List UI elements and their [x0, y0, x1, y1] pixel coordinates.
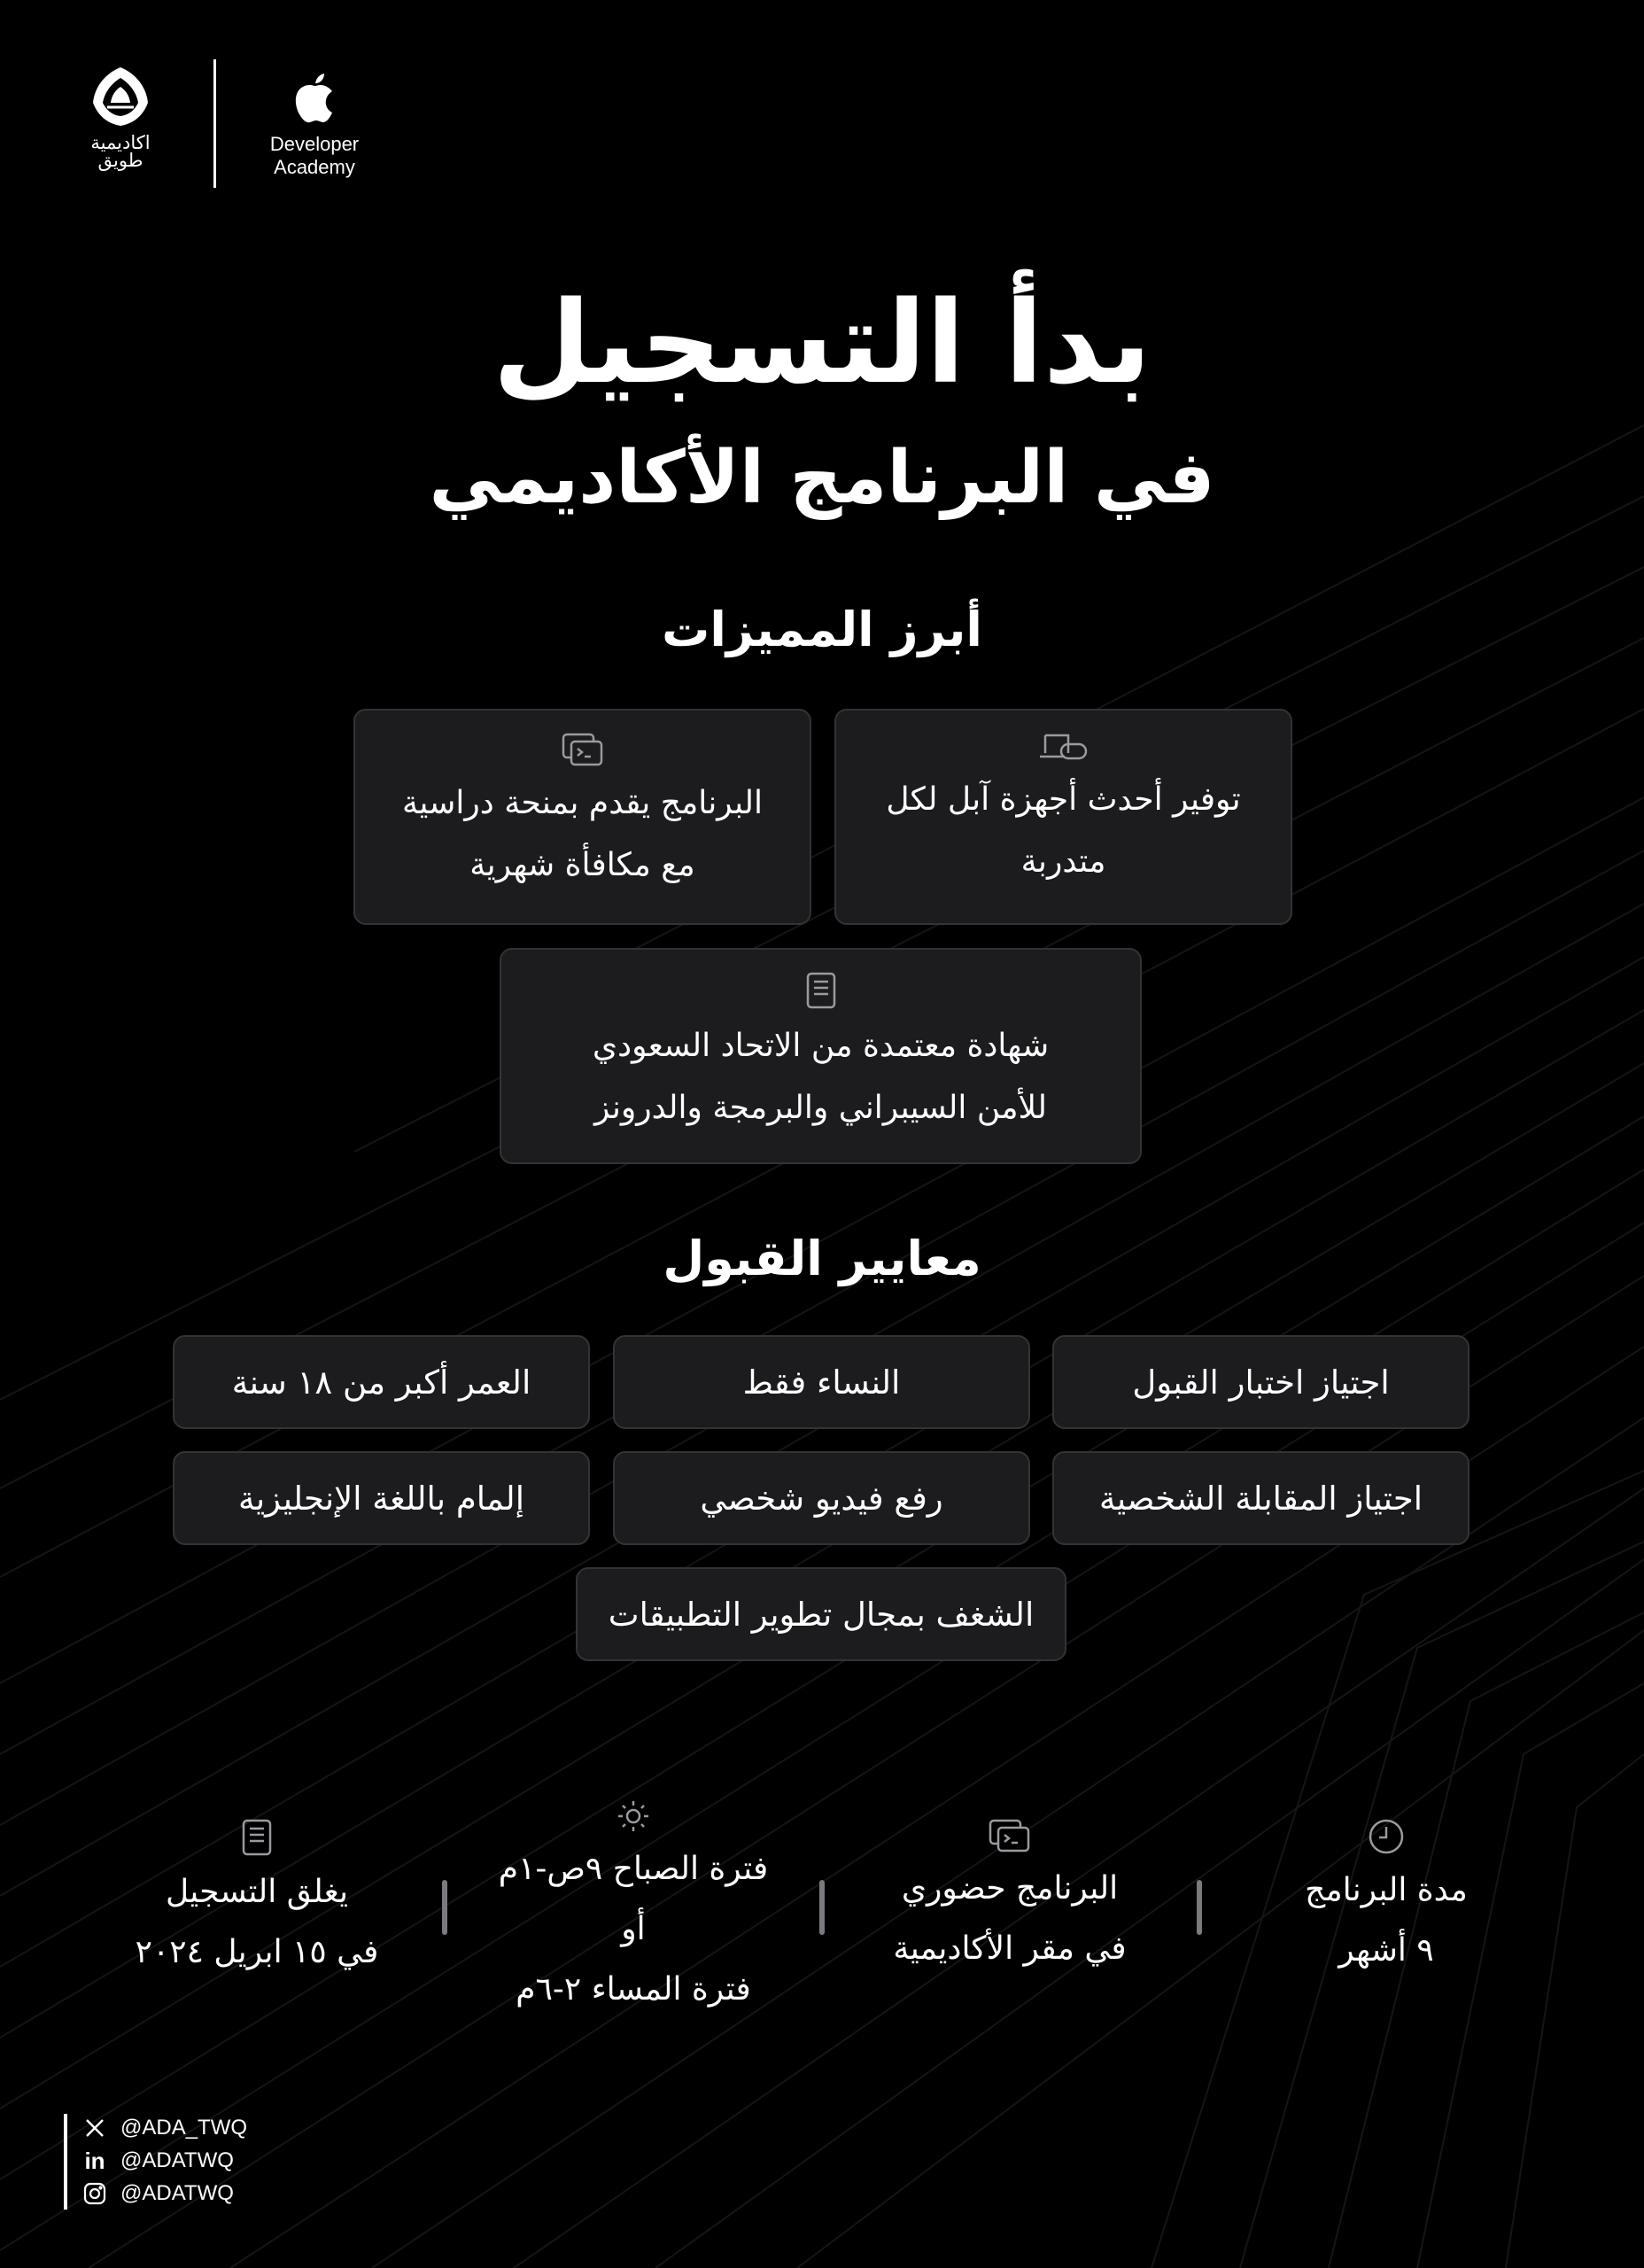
criteria-item: اجتياز اختبار القبول [1052, 1335, 1470, 1429]
info-text: مدة البرنامج [1305, 1872, 1468, 1908]
info-text: أو [621, 1911, 646, 1947]
social-linkedin[interactable] [81, 2148, 234, 2174]
criteria-heading: معايير القبول [663, 1231, 981, 1286]
tuwaiq-emblem-icon [88, 64, 153, 129]
feature-card-scholarship [353, 709, 811, 925]
feature-text: شهادة معتمدة من الاتحاد السعودي [592, 1028, 1050, 1064]
info-divider [819, 1880, 825, 1935]
laptop-vision-icon [1038, 732, 1090, 764]
social-divider [64, 2114, 67, 2210]
criteria-item: الشغف بمجال تطوير التطبيقات [576, 1567, 1066, 1661]
apple-developer-academy-logo [257, 73, 372, 179]
sun-icon [616, 1798, 651, 1834]
criteria-item: رفع فيديو شخصي [613, 1451, 1030, 1545]
info-divider [442, 1880, 447, 1935]
apple-logo-text-1: Developer [269, 133, 360, 155]
feature-text: متدربة [1020, 843, 1106, 880]
criteria-item: النساء فقط [613, 1335, 1030, 1429]
social-handle: @ADATWQ [120, 2148, 234, 2172]
instagram-icon [81, 2180, 108, 2207]
info-schedule [478, 1798, 788, 2020]
x-icon [81, 2115, 108, 2141]
clock-icon [1368, 1818, 1405, 1855]
info-deadline [115, 1818, 399, 1983]
social-handle: @ADA_TWQ [120, 2116, 248, 2140]
feature-text: مع مكافأة شهرية [469, 847, 695, 883]
tuwaiq-logo-text-1: اكاديمية [90, 132, 151, 153]
document-icon [241, 1818, 273, 1857]
info-text: يغلق التسجيل [165, 1874, 349, 1910]
criteria-item: إلمام باللغة الإنجليزية [173, 1451, 590, 1545]
info-text: البرنامج حضوري [901, 1870, 1119, 1907]
info-duration [1258, 1818, 1515, 1981]
tuwaiq-academy-logo [69, 64, 172, 170]
info-text: في ١٥ ابريل ٢٠٢٤ [135, 1934, 379, 1970]
criteria-item: اجتياز المقابلة الشخصية [1052, 1451, 1470, 1545]
document-icon [805, 971, 837, 1010]
feature-card-devices [834, 709, 1292, 925]
social-handle: @ADATWQ [120, 2181, 234, 2205]
feature-card-certificate [500, 948, 1142, 1164]
social-instagram[interactable] [81, 2180, 234, 2207]
terminal-windows-icon [561, 732, 605, 767]
criteria-item: العمر أكبر من ١٨ سنة [173, 1335, 590, 1429]
tuwaiq-logo-text-2: طويق [97, 150, 143, 171]
feature-text: البرنامج يقدم بمنحة دراسية [402, 785, 763, 821]
info-attendance [868, 1818, 1152, 1979]
feature-text: توفير أحدث أجهزة آبل لكل [886, 781, 1241, 818]
terminal-windows-icon [988, 1818, 1032, 1853]
info-text: فترة الصباح ٩ص-١م [498, 1851, 769, 1887]
social-x[interactable] [81, 2115, 247, 2141]
apple-logo-text-2: Academy [274, 156, 355, 178]
info-text: ٩ أشهر [1338, 1932, 1434, 1969]
apple-icon [292, 73, 337, 124]
page-subtitle: في البرنامج الأكاديمي [429, 436, 1215, 520]
features-heading: أبرز المميزات [662, 602, 982, 657]
logo-divider [213, 59, 216, 188]
info-text: فترة المساء ٢-٦م [516, 1971, 751, 2008]
linkedin-icon: in [84, 2147, 105, 2174]
info-divider [1197, 1880, 1202, 1935]
feature-text: للأمن السيبراني والبرمجة والدرونز [594, 1090, 1047, 1126]
page-title: بدأ التسجيل [492, 277, 1152, 409]
info-text: في مقر الأكاديمية [893, 1930, 1127, 1967]
